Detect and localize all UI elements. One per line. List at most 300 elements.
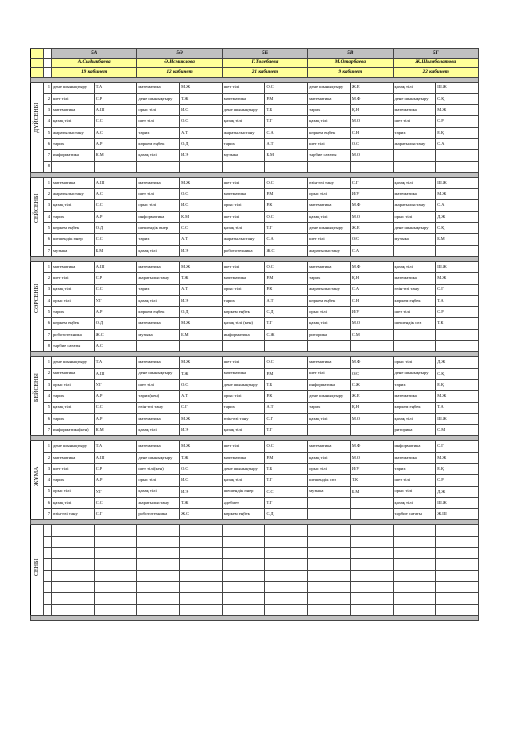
subject-cell: тарих: [393, 379, 436, 390]
subject-cell: шет тілі: [222, 357, 265, 368]
teacher-initials: Р.К: [265, 391, 308, 402]
teacher-initials: С.С: [94, 497, 137, 508]
subject-cell: тарих: [393, 127, 436, 138]
timetable: [30, 48, 479, 621]
subject-cell: дене шынықтыру: [222, 379, 265, 390]
subject-cell: шет тілі: [137, 379, 180, 390]
teacher-initials: С.Р: [94, 273, 137, 284]
teacher-initials: К.М: [94, 150, 137, 161]
teacher-initials: [94, 570, 137, 581]
subject-cell: тарих: [52, 413, 95, 424]
teacher-initials: С.Г: [94, 509, 137, 520]
teacher-initials: Д.Ж: [436, 357, 479, 368]
teacher-initials: Қ.Н: [350, 402, 393, 413]
subject-cell: [393, 536, 436, 547]
subject-cell: информатика: [137, 211, 180, 222]
subject-cell: жаратылыстану: [393, 138, 436, 149]
teacher-initials: [180, 570, 223, 581]
subject-cell: [52, 604, 95, 615]
teacher-initials: М.Ф: [350, 441, 393, 452]
subject-cell: орыс тілі: [393, 357, 436, 368]
subject-cell: тарих: [137, 284, 180, 295]
teacher-initials: У.Г: [94, 379, 137, 390]
day-label: ДҮЙСЕНБІ: [34, 102, 40, 134]
teacher-initials: М.Ж: [436, 452, 479, 463]
teacher-initials: А.Р: [94, 413, 137, 424]
lesson-number: 3: [44, 105, 52, 116]
subject-cell: қазақ тілі: [222, 425, 265, 436]
teacher-initials: [350, 548, 393, 559]
subject-cell: [308, 161, 351, 172]
teacher-initials: А.С: [94, 341, 137, 352]
class-teacher: Г.Толебаева: [222, 58, 307, 68]
subject-cell: математика: [308, 441, 351, 452]
teacher-initials: Т.А: [436, 295, 479, 306]
subject-cell: көркем еңбек: [52, 223, 95, 234]
subject-cell: қазақ тілі: [52, 402, 95, 413]
teacher-initials: С.А: [265, 234, 308, 245]
lesson-number: 2: [44, 93, 52, 104]
teacher-initials: С.Қ: [436, 93, 479, 104]
lesson-row: [31, 559, 479, 570]
lesson-number: 3: [44, 200, 52, 211]
day-label-cell: [31, 261, 44, 351]
teacher-initials: [94, 581, 137, 592]
teacher-initials: [436, 581, 479, 592]
class-name: 5Г: [393, 49, 479, 59]
subject-cell: [52, 581, 95, 592]
lesson-number: 4: [44, 295, 52, 306]
teacher-initials: [180, 536, 223, 547]
teacher-initials: Т.К: [436, 318, 479, 329]
subject-cell: математика: [137, 177, 180, 188]
teacher-initials: Т.Б: [265, 105, 308, 116]
subject-cell: қазақ тілі: [52, 116, 95, 127]
subject-cell: математика: [393, 273, 436, 284]
teacher-initials: С.С: [94, 284, 137, 295]
subject-cell: дене шынықтыру: [308, 223, 351, 234]
subject-cell: тарих: [52, 475, 95, 486]
lesson-number: [44, 570, 52, 581]
subject-cell: өзін-өзі тану: [52, 509, 95, 520]
subject-cell: [393, 581, 436, 592]
teacher-initials: М.О: [350, 211, 393, 222]
corner-cell: [31, 49, 44, 59]
subject-cell: [137, 536, 180, 547]
teacher-initials: С.Р: [94, 93, 137, 104]
teacher-initials: М.Ж: [436, 189, 479, 200]
teacher-initials: О.С: [265, 82, 308, 93]
lesson-number: [44, 548, 52, 559]
teacher-initials: [350, 525, 393, 536]
class-name: 5А: [52, 49, 137, 59]
subject-cell: қазақ тілі: [308, 116, 351, 127]
teacher-initials: [265, 548, 308, 559]
lesson-row: [31, 127, 479, 138]
teacher-initials: А.Р: [94, 211, 137, 222]
subject-cell: музыка: [137, 329, 180, 340]
teacher-initials: [94, 548, 137, 559]
lesson-number: 6: [44, 138, 52, 149]
subject-cell: математика: [308, 93, 351, 104]
teacher-initials: М.О: [350, 452, 393, 463]
subject-cell: [52, 593, 95, 604]
subject-cell: дене шынықтыру: [52, 357, 95, 368]
class-name: 5Ә: [137, 49, 222, 59]
teacher-initials: И.Э: [180, 425, 223, 436]
subject-cell: дене шынықтыру: [137, 93, 180, 104]
teacher-initials: С.М: [350, 329, 393, 340]
teacher-initials: А.Р: [94, 307, 137, 318]
teacher-initials: Т.Б: [265, 379, 308, 390]
class-teacher: Ж.Шымболатова: [393, 58, 479, 68]
day-label: СЕНБІ: [34, 558, 40, 577]
lesson-row: [31, 150, 479, 161]
subject-cell: шет тілі: [222, 82, 265, 93]
lesson-row: [31, 82, 479, 93]
subject-cell: информатика: [52, 150, 95, 161]
subject-cell: қазақ тілі: [137, 150, 180, 161]
subject-cell: шет тілі: [52, 464, 95, 475]
subject-cell: [393, 548, 436, 559]
teacher-initials: [180, 581, 223, 592]
teacher-initials: [436, 559, 479, 570]
class-room: 12 кабинет: [137, 68, 222, 78]
subject-cell: шешендік өнер: [52, 234, 95, 245]
subject-cell: [393, 245, 436, 256]
teacher-initials: А.Ш: [94, 452, 137, 463]
lesson-row: [31, 509, 479, 520]
class-teacher: М.Отарбаева: [308, 58, 393, 68]
teacher-initials: [436, 329, 479, 340]
teacher-initials: И/У: [350, 189, 393, 200]
subject-cell: математика: [308, 200, 351, 211]
subject-cell: жаратылыстану: [393, 200, 436, 211]
teacher-initials: [350, 593, 393, 604]
subject-cell: тарих: [308, 273, 351, 284]
lesson-number: 2: [44, 452, 52, 463]
class-name-row: [31, 49, 479, 59]
teacher-initials: Т.Ж: [180, 452, 223, 463]
teacher-initials: А.Т: [265, 402, 308, 413]
lesson-row: [31, 234, 479, 245]
subject-cell: [52, 548, 95, 559]
subject-cell: [222, 559, 265, 570]
teacher-initials: С.А: [265, 127, 308, 138]
teacher-initials: О/С: [350, 234, 393, 245]
subject-cell: [308, 593, 351, 604]
lesson-number: 4: [44, 475, 52, 486]
subject-cell: информатика: [222, 329, 265, 340]
teacher-initials: О.С: [180, 379, 223, 390]
teacher-initials: А.Р: [94, 138, 137, 149]
subject-cell: қазақ тілі: [137, 486, 180, 497]
subject-cell: қазақ тілі: [222, 223, 265, 234]
subject-cell: [137, 559, 180, 570]
teacher-initials: Р.М: [265, 452, 308, 463]
teacher-initials: Р.К: [265, 200, 308, 211]
subject-cell: музыка: [393, 234, 436, 245]
teacher-initials: [350, 570, 393, 581]
subject-cell: математика: [52, 105, 95, 116]
teacher-initials: [180, 525, 223, 536]
teacher-initials: А.Ш: [94, 368, 137, 379]
subject-cell: тарих: [52, 391, 95, 402]
subject-cell: орыс тілі: [393, 486, 436, 497]
lesson-row: [31, 368, 479, 379]
subject-cell: [52, 570, 95, 581]
teacher-initials: О.С: [265, 177, 308, 188]
class-room: 9 кабинет: [308, 68, 393, 78]
day-label-cell: [31, 177, 44, 256]
teacher-initials: [180, 593, 223, 604]
lesson-number: 7: [44, 329, 52, 340]
subject-cell: көркем еңбек: [137, 307, 180, 318]
lesson-number: 5: [44, 127, 52, 138]
teacher-initials: [436, 548, 479, 559]
subject-cell: [393, 161, 436, 172]
subject-cell: әдебиет: [222, 497, 265, 508]
teacher-initials: О.Д: [180, 307, 223, 318]
subject-cell: дене шынықтыру: [222, 464, 265, 475]
teacher-initials: [350, 161, 393, 172]
lesson-row: [31, 329, 479, 340]
subject-cell: қазақ тілі: [222, 116, 265, 127]
teacher-initials: [350, 536, 393, 547]
teacher-initials: [94, 593, 137, 604]
subject-cell: тарих: [222, 402, 265, 413]
class-name: 5В: [308, 49, 393, 59]
subject-cell: [137, 548, 180, 559]
teacher-initials: Ж.Е: [350, 82, 393, 93]
day-label-cell: [31, 82, 44, 172]
teacher-initials: М.Ж: [180, 413, 223, 424]
subject-cell: шешендік өнер: [222, 486, 265, 497]
subject-cell: шет тілі: [52, 93, 95, 104]
teacher-initials: Т.Ж: [180, 497, 223, 508]
teacher-initials: О.С: [265, 441, 308, 452]
teacher-initials: Д.Ж: [436, 211, 479, 222]
subject-cell: математика: [222, 273, 265, 284]
subject-cell: тарих: [308, 105, 351, 116]
subject-cell: [308, 341, 351, 352]
teacher-initials: А.Т: [180, 234, 223, 245]
lesson-row: [31, 391, 479, 402]
subject-cell: өзін-өзі тану: [308, 177, 351, 188]
teacher-initials: [265, 604, 308, 615]
teacher-initials: И.Э: [180, 245, 223, 256]
teacher-initials: Р.М: [265, 368, 308, 379]
teacher-initials: А.Т: [180, 127, 223, 138]
lesson-row: [31, 245, 479, 256]
teacher-initials: С.Г: [180, 402, 223, 413]
lesson-number: [44, 581, 52, 592]
subject-cell: [52, 161, 95, 172]
teacher-initials: О.С: [180, 189, 223, 200]
subject-cell: математика: [137, 357, 180, 368]
teacher-initials: Т.Ж: [180, 368, 223, 379]
lesson-row: [31, 464, 479, 475]
teacher-initials: [94, 559, 137, 570]
lesson-row: [31, 357, 479, 368]
teacher-initials: Т.Г: [265, 318, 308, 329]
day-label-cell: [31, 525, 44, 615]
subject-cell: жаратылыстану: [137, 497, 180, 508]
teacher-initials: М.Ж: [180, 177, 223, 188]
class-room-row: [31, 68, 479, 78]
subject-cell: жаратылыстану: [52, 127, 95, 138]
subject-cell: информатика(кен): [52, 425, 95, 436]
lesson-row: [31, 189, 479, 200]
subject-cell: орыс тілі: [52, 295, 95, 306]
teacher-initials: М.Ж: [436, 105, 479, 116]
teacher-initials: Б.М: [436, 234, 479, 245]
teacher-initials: О.Д: [94, 223, 137, 234]
teacher-initials: С.Р: [436, 116, 479, 127]
teacher-initials: М.Ф: [350, 200, 393, 211]
teacher-initials: И.С: [180, 475, 223, 486]
subject-cell: жаратылыстану: [137, 273, 180, 284]
lesson-number: 3: [44, 379, 52, 390]
subject-cell: дене шынықтыру: [393, 223, 436, 234]
day-label-cell: [31, 357, 44, 436]
lesson-row: [31, 425, 479, 436]
subject-cell: шет тілі: [222, 261, 265, 272]
lesson-number: 1: [44, 177, 52, 188]
teacher-initials: М.О: [350, 116, 393, 127]
timetable-body: [31, 49, 479, 621]
teacher-initials: [350, 581, 393, 592]
subject-cell: [393, 593, 436, 604]
subject-cell: жаратылыстану: [308, 245, 351, 256]
teacher-initials: С.Р: [436, 475, 479, 486]
teacher-initials: С.С: [94, 402, 137, 413]
teacher-initials: Т.Г: [265, 223, 308, 234]
lesson-row: [31, 116, 479, 127]
teacher-initials: [180, 341, 223, 352]
subject-cell: шет тілі: [137, 189, 180, 200]
teacher-initials: О.С: [265, 211, 308, 222]
lesson-number: 1: [44, 82, 52, 93]
subject-cell: қазақ тілі: [308, 452, 351, 463]
day-label: БЕЙСЕНБІ: [34, 373, 40, 403]
teacher-initials: А.Т: [265, 295, 308, 306]
teacher-initials: Р.М: [265, 93, 308, 104]
teacher-initials: А.Р: [94, 391, 137, 402]
teacher-initials: С.Р: [94, 464, 137, 475]
teacher-initials: О.С: [265, 357, 308, 368]
teacher-initials: Т.Б: [265, 464, 308, 475]
lesson-number: 2: [44, 189, 52, 200]
subject-cell: орыс тілі: [137, 105, 180, 116]
class-name: 5Б: [222, 49, 307, 59]
teacher-initials: [265, 525, 308, 536]
teacher-initials: С.А: [350, 284, 393, 295]
teacher-initials: [436, 593, 479, 604]
subject-cell: шешендік сөз: [393, 318, 436, 329]
lesson-row: [31, 452, 479, 463]
subject-cell: дене шынықтыру: [137, 368, 180, 379]
subject-cell: тәрбие сағаты: [52, 341, 95, 352]
lesson-row: [31, 93, 479, 104]
subject-cell: [137, 570, 180, 581]
lesson-row: [31, 161, 479, 172]
day-label: СЕЙСЕНБІ: [34, 193, 40, 223]
subject-cell: математика: [52, 261, 95, 272]
subject-cell: риторика: [393, 425, 436, 436]
teacher-initials: [436, 604, 479, 615]
subject-cell: қазақ тілі: [393, 497, 436, 508]
teacher-initials: [94, 161, 137, 172]
teacher-initials: Ж.С: [94, 329, 137, 340]
subject-cell: шет тілі: [308, 138, 351, 149]
teacher-initials: [265, 570, 308, 581]
teacher-initials: И.С: [180, 105, 223, 116]
subject-cell: өзін-өзі тану: [222, 413, 265, 424]
lesson-row: [31, 307, 479, 318]
teacher-initials: [180, 548, 223, 559]
subject-cell: көркем еңбек: [137, 138, 180, 149]
subject-cell: көркем еңбек: [308, 127, 351, 138]
subject-cell: математика: [52, 452, 95, 463]
subject-cell: математика: [137, 82, 180, 93]
subject-cell: тарих: [52, 211, 95, 222]
teacher-initials: С.Н: [350, 127, 393, 138]
subject-cell: [393, 150, 436, 161]
teacher-initials: С.Г: [265, 413, 308, 424]
subject-cell: шет тілі: [308, 234, 351, 245]
day-label: СӘРСЕНБІ: [34, 283, 40, 313]
subject-cell: музыка: [222, 150, 265, 161]
lesson-number: [44, 536, 52, 547]
lesson-row: [31, 525, 479, 536]
lesson-number: [44, 604, 52, 615]
teacher-initials: [436, 150, 479, 161]
lesson-row: [31, 105, 479, 116]
lesson-row: [31, 570, 479, 581]
lesson-row: [31, 413, 479, 424]
subject-cell: [137, 525, 180, 536]
subject-cell: шет тілі: [222, 441, 265, 452]
subject-cell: орыс тілі: [308, 307, 351, 318]
teacher-initials: Т.А: [94, 82, 137, 93]
lesson-row: [31, 223, 479, 234]
lesson-row: [31, 211, 479, 222]
teacher-initials: Т.А: [94, 357, 137, 368]
subject-cell: көркем еңбек: [222, 509, 265, 520]
subject-cell: тарих: [137, 127, 180, 138]
teacher-initials: [350, 559, 393, 570]
subject-cell: тарих: [308, 402, 351, 413]
subject-cell: қазақ тілі: [52, 284, 95, 295]
subject-cell: [308, 497, 351, 508]
subject-cell: [308, 548, 351, 559]
subject-cell: математика: [137, 318, 180, 329]
teacher-initials: А.С: [94, 189, 137, 200]
lesson-number: [44, 559, 52, 570]
lesson-row: [31, 379, 479, 390]
teacher-initials: Т.А: [436, 402, 479, 413]
subject-cell: шет тілі: [222, 211, 265, 222]
teacher-initials: [180, 604, 223, 615]
teacher-initials: М.Ж: [180, 261, 223, 272]
subject-cell: өзін-өзі тану: [393, 284, 436, 295]
teacher-initials: С.Г: [436, 441, 479, 452]
teacher-initials: О.Д: [180, 138, 223, 149]
subject-cell: [308, 581, 351, 592]
corner-num-cell: [44, 49, 52, 59]
teacher-initials: [94, 525, 137, 536]
